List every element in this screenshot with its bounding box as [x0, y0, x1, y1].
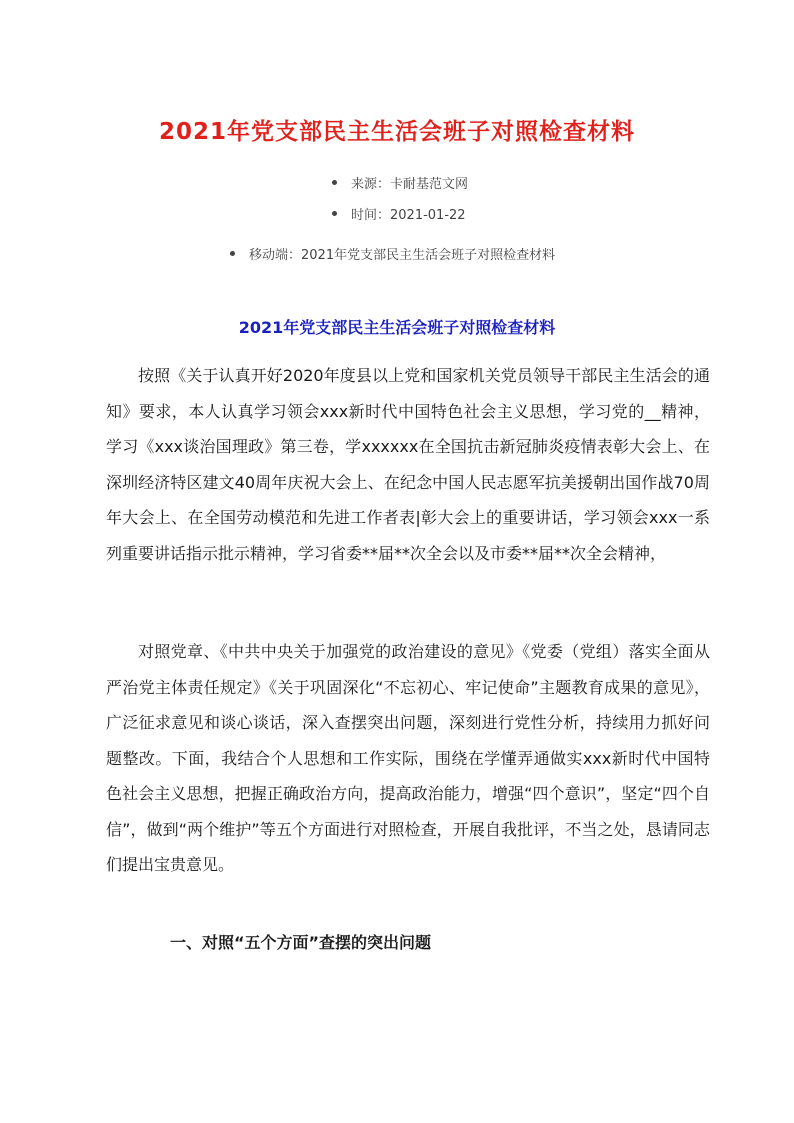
document-subtitle: 2021年党支部民主生活会班子对照检查材料	[238, 318, 556, 338]
section-heading: 一、对照“五个方面”查摆的突出问题	[170, 933, 432, 952]
meta-source-item	[332, 173, 468, 192]
meta-mobile-text: 移动端：2021年党支部民主生活会班子对照检查材料	[249, 248, 556, 263]
bullet-icon	[332, 211, 337, 216]
meta-time-text: 时间：2021-01-22	[351, 208, 466, 223]
document-title: 2021年党支部民主生活会班子对照检查材料	[158, 119, 635, 146]
body-paragraph: 对照党章、《中共中央关于加强党的政治建设的意见》《党委（党组）落实全面从严治党主体责任规定》《关于巩固深化“不忘初心、牢记使命”主题教育成果的意见》，广泛征求意见和谈心谈话，深入查摆突出问题，深刻进行党性分析，持续用力抓好问题整改。下面，我结合个人思想和工作实际，围绕在学懂弄通做实xxx新时代中国特色社会主义思想，把握正确政治方向，提高政治能力，增强“四个意识”，坚定“四个自信”，做到“两个维护”等五个方面进行对照检查，开展自我批评，不当之处，恳请同志们提出宝贵意见。	[106, 642, 710, 874]
bullet-icon	[332, 180, 337, 185]
meta-time-item	[332, 204, 466, 223]
bullet-icon	[230, 251, 235, 256]
body-paragraph: 按照《关于认真开好2020年度县以上党和国家机关党员领导干部民主生活会的通知》要求，本人认真学习领会xxx新时代中国特色社会主义思想，学习党的__精神，学习《xxx谈治国理政》第三卷，学xxxxxx在全国抗击新冠肺炎疫情表彰大会上、在深圳经济特区建文40周年庆祝大会上、在纪念中国人民志愿军抗美援朝出国作战70周年大会上、在全国劳动模范和先进工作者表|彰大会上的重要讲话，学习领会xxx一系列重要讲话指示批示精神，学习省委**届**次全会以及市委**届**次全会精神，	[106, 366, 710, 563]
meta-mobile-item	[230, 244, 555, 263]
meta-source-text: 来源：卡耐基范文网	[351, 177, 469, 192]
